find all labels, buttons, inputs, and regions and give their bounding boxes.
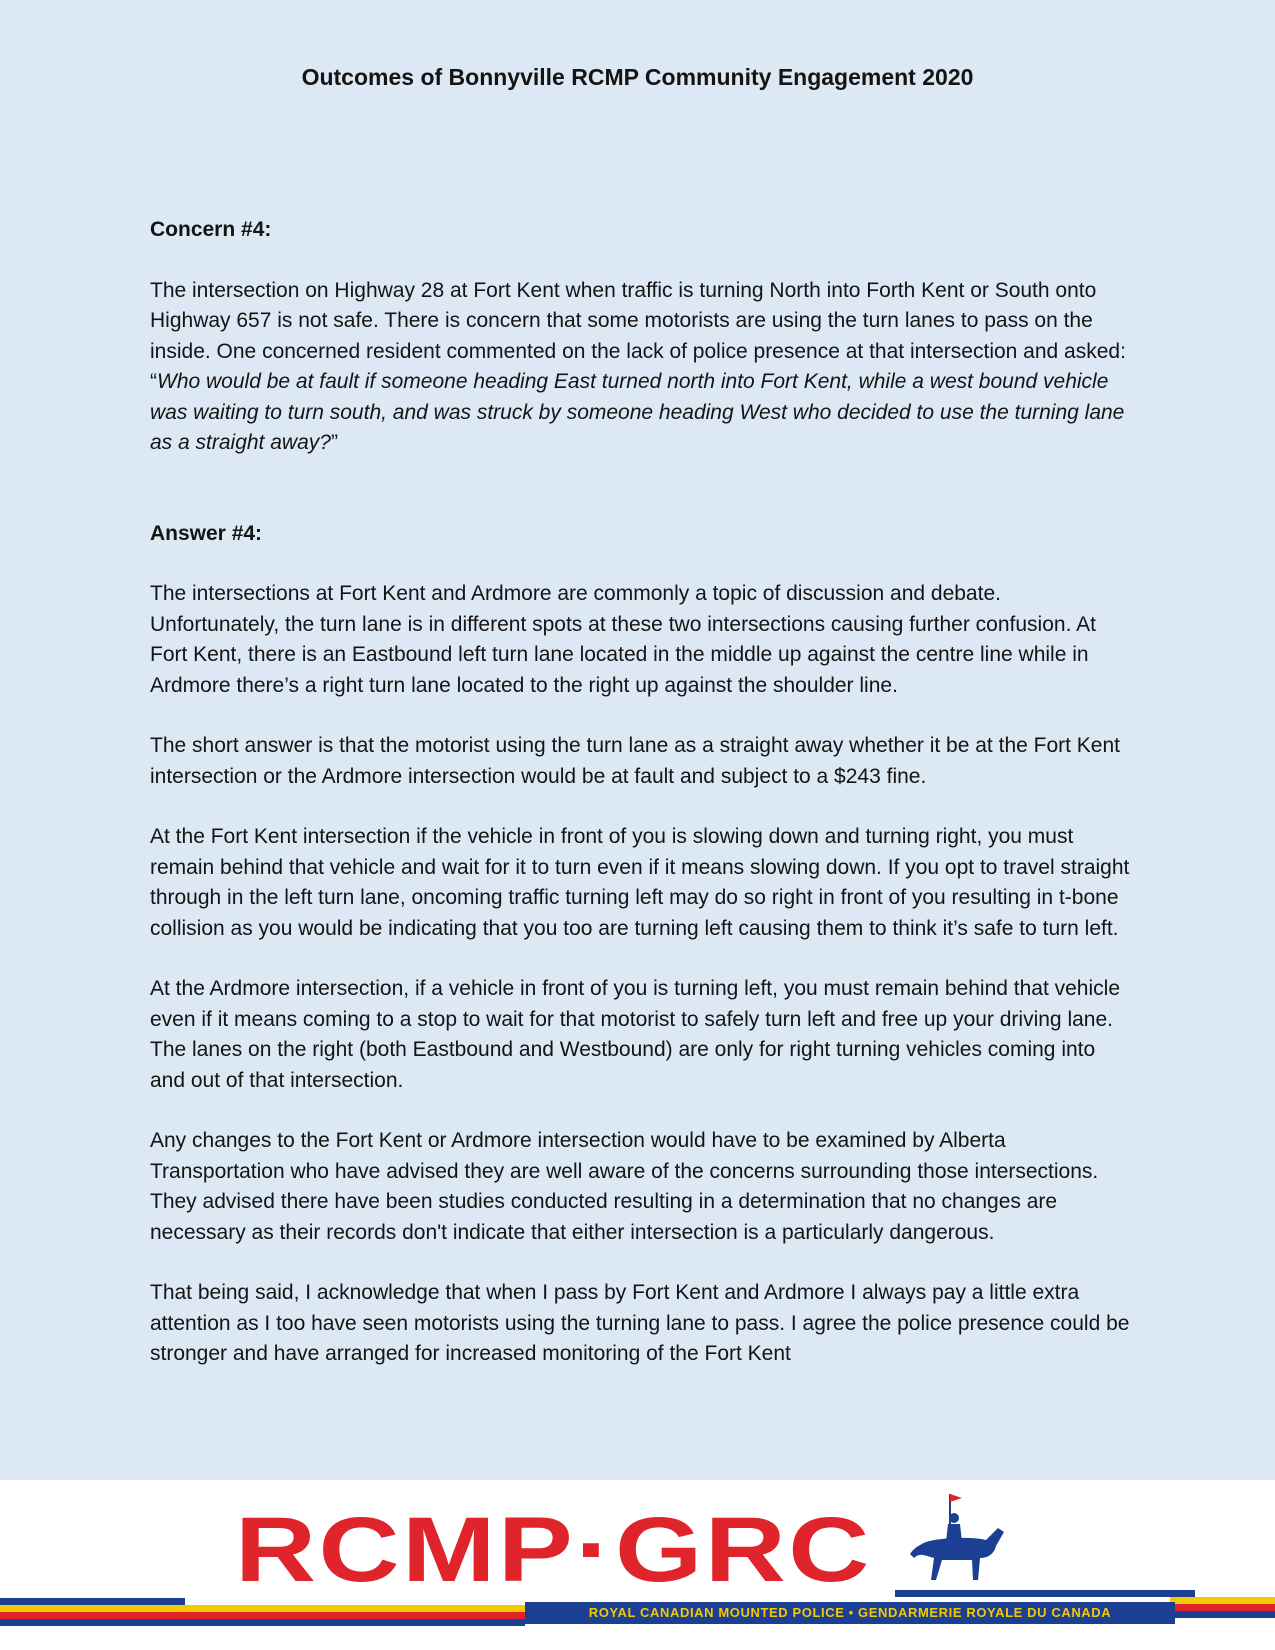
rcmp-footer-banner — [0, 1480, 1275, 1650]
answer-paragraph-2: The short answer is that the motorist using the turn lane as a straight away whether it be at the Fort Kent intersection or the Ardmore intersection would be at fault and subject to a $243 fine. — [150, 734, 1120, 788]
footer-stripe-red-left — [0, 1612, 525, 1619]
mounted-rider-icon — [900, 1488, 1020, 1588]
concern-quote: Who would be at fault if someone heading East turned north into Fort Kent, while a west bound vehicle was waiting to turn south, and was struck by someone heading West who decided to use the turning lane as a straight away? — [150, 370, 1125, 454]
footer-stripe-blue-bottom — [0, 1619, 525, 1626]
footer-stripe-red-right — [1170, 1604, 1275, 1611]
rcmp-grc-logo-text: RCMP·GRC — [235, 1499, 872, 1601]
footer-stripe-blue-left — [0, 1598, 185, 1605]
footer-stripe-yellow-left — [0, 1605, 525, 1612]
answer-paragraph-5: Any changes to the Fort Kent or Ardmore intersection would have to be examined by Alberta Transportation who have advised they are well aware of the concerns surrounding those intersections. They advised there have been studies conducted resulting in a determination that no changes are necessary as their records don't indicate that either intersection is a particularly dangerous. — [150, 1129, 1099, 1244]
answer-paragraph-6: That being said, I acknowledge that when I pass by Fort Kent and Ardmore I always pay a little extra attention as I too have seen motorists using the turning lane to pass. I agree the police presence could be stronger and have arranged for increased monitoring of the Fort Kent — [150, 1281, 1130, 1365]
concern-heading: Concern #4: — [150, 218, 272, 241]
footer-stripe-blue-right-bottom — [1170, 1611, 1275, 1618]
document-body — [150, 215, 1130, 1370]
footer-stripe-yellow-right — [1170, 1597, 1275, 1604]
concern-paragraph — [150, 276, 1130, 459]
document-title: Outcomes of Bonnyville RCMP Community Engagement 2020 — [301, 64, 974, 90]
concern-text: The intersection on Highway 28 at Fort Kent when traffic is turning North into Forth Kent or South onto Highway 657 is not safe. There is concern that some motorists are using the turn lanes to pass on the inside. One concerned resident commented on the lack of police presence at that intersection and asked: “ — [150, 278, 1126, 393]
footer-stripe-blue-right — [895, 1590, 1195, 1597]
answer-heading: Answer #4: — [150, 521, 263, 545]
footer-tagline: ROYAL CANADIAN MOUNTED POLICE • GENDARMERIE ROYALE DU CANADA — [588, 1605, 1112, 1620]
answer-paragraph-1: The intersections at Fort Kent and Ardmore are commonly a topic of discussion and debate. Unfortunately, the turn lane is in different spots at these two intersections causing further confusion. At Fort Kent, there is an Eastbound left turn lane located in the middle up against the centre line while in Ardmore there’s a right turn lane located to the right up against the shoulder line. — [150, 582, 1096, 697]
answer-paragraph-3: At the Fort Kent intersection if the vehicle in front of you is slowing down and turning right, you must remain behind that vehicle and wait for it to turn even if it means slowing down. If you opt to travel straight through in the left turn lane, oncoming traffic turning left may do so right in front of you resulting in t-bone collision as you would be indicating that you too are turning left causing them to think it’s safe to turn left. — [150, 825, 1130, 940]
answer-paragraph-4: At the Ardmore intersection, if a vehicle in front of you is turning left, you must remain behind that vehicle even if it means coming to a stop to wait for that motorist to safely turn left and free up your driving lane. The lanes on the right (both Eastbound and Westbound) are only for right turning vehicles coming into and out of that intersection. — [150, 977, 1120, 1092]
concern-quote-close: ” — [330, 431, 338, 454]
footer-tagline-bar — [525, 1602, 1175, 1624]
